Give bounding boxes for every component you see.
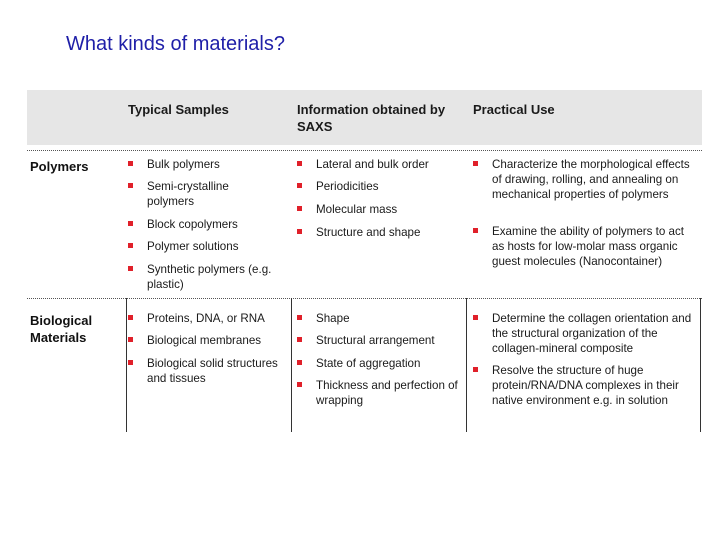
list-item: State of aggregation (297, 356, 476, 371)
list-item: Thickness and perfection of wrapping (297, 378, 478, 408)
list-item: Bulk polymers (128, 157, 297, 172)
slide-title: What kinds of materials? (66, 33, 285, 55)
header-practical-use: Practical Use (473, 102, 555, 117)
bullet-icon (473, 315, 478, 320)
list-item: Block copolymers (128, 217, 297, 232)
bullet-icon (128, 221, 133, 226)
bullet-icon (297, 315, 302, 320)
bullet-icon (297, 183, 302, 188)
column-divider-samples (126, 298, 127, 432)
list-item: Examine the ability of polymers to act as hosts for low-molar mass organic guest molecules (Nanocontainer) (473, 224, 696, 269)
bullet-icon (297, 161, 302, 166)
bullet-icon (128, 360, 133, 365)
bullet-icon (128, 337, 133, 342)
list-item: Semi-crystalline polymers (128, 179, 272, 209)
row-label-biological-materials: Biological Materials (30, 313, 93, 345)
row-separator-biological (27, 298, 702, 299)
bullet-icon (473, 228, 478, 233)
list-item: Resolve the structure of huge protein/RNA/DNA complexes in their native environment e.g. in solution (473, 363, 690, 408)
list-item: Molecular mass (297, 202, 476, 217)
list-item: Polymer solutions (128, 239, 297, 254)
row-label-polymers: Polymers (30, 159, 89, 174)
bullet-icon (297, 229, 302, 234)
bullet-icon (297, 337, 302, 342)
row-separator-polymers (27, 150, 702, 151)
bullet-icon (128, 315, 133, 320)
bullet-icon (297, 206, 302, 211)
bullet-icon (128, 161, 133, 166)
list-item: Periodicities (297, 179, 476, 194)
bullet-icon (128, 243, 133, 248)
header-typical-samples: Typical Samples (128, 102, 229, 117)
list-item: Lateral and bulk order (297, 157, 476, 172)
column-divider-right (700, 298, 701, 432)
list-item: Characterize the morphological effects of drawing, rolling, and annealing on mechanical properties of polymers (473, 157, 696, 202)
list-item: Proteins, DNA, or RNA (128, 311, 307, 326)
bullet-icon (297, 360, 302, 365)
list-item: Structure and shape (297, 225, 476, 240)
list-item: Determine the collagen orientation and the structural organization of the collagen-mineral composite (473, 311, 700, 356)
header-information-obtained: Information obtained by SAXS (297, 102, 446, 134)
bullet-icon (297, 382, 302, 387)
bullet-icon (473, 367, 478, 372)
list-item: Structural arrangement (297, 333, 476, 348)
bullet-icon (473, 161, 478, 166)
bullet-icon (128, 183, 133, 188)
list-item: Biological solid structures and tissues (128, 356, 293, 386)
list-item: Shape (297, 311, 476, 326)
list-item: Synthetic polymers (e.g. plastic) (128, 262, 305, 292)
bullet-icon (128, 266, 133, 271)
list-item: Biological membranes (128, 333, 307, 348)
